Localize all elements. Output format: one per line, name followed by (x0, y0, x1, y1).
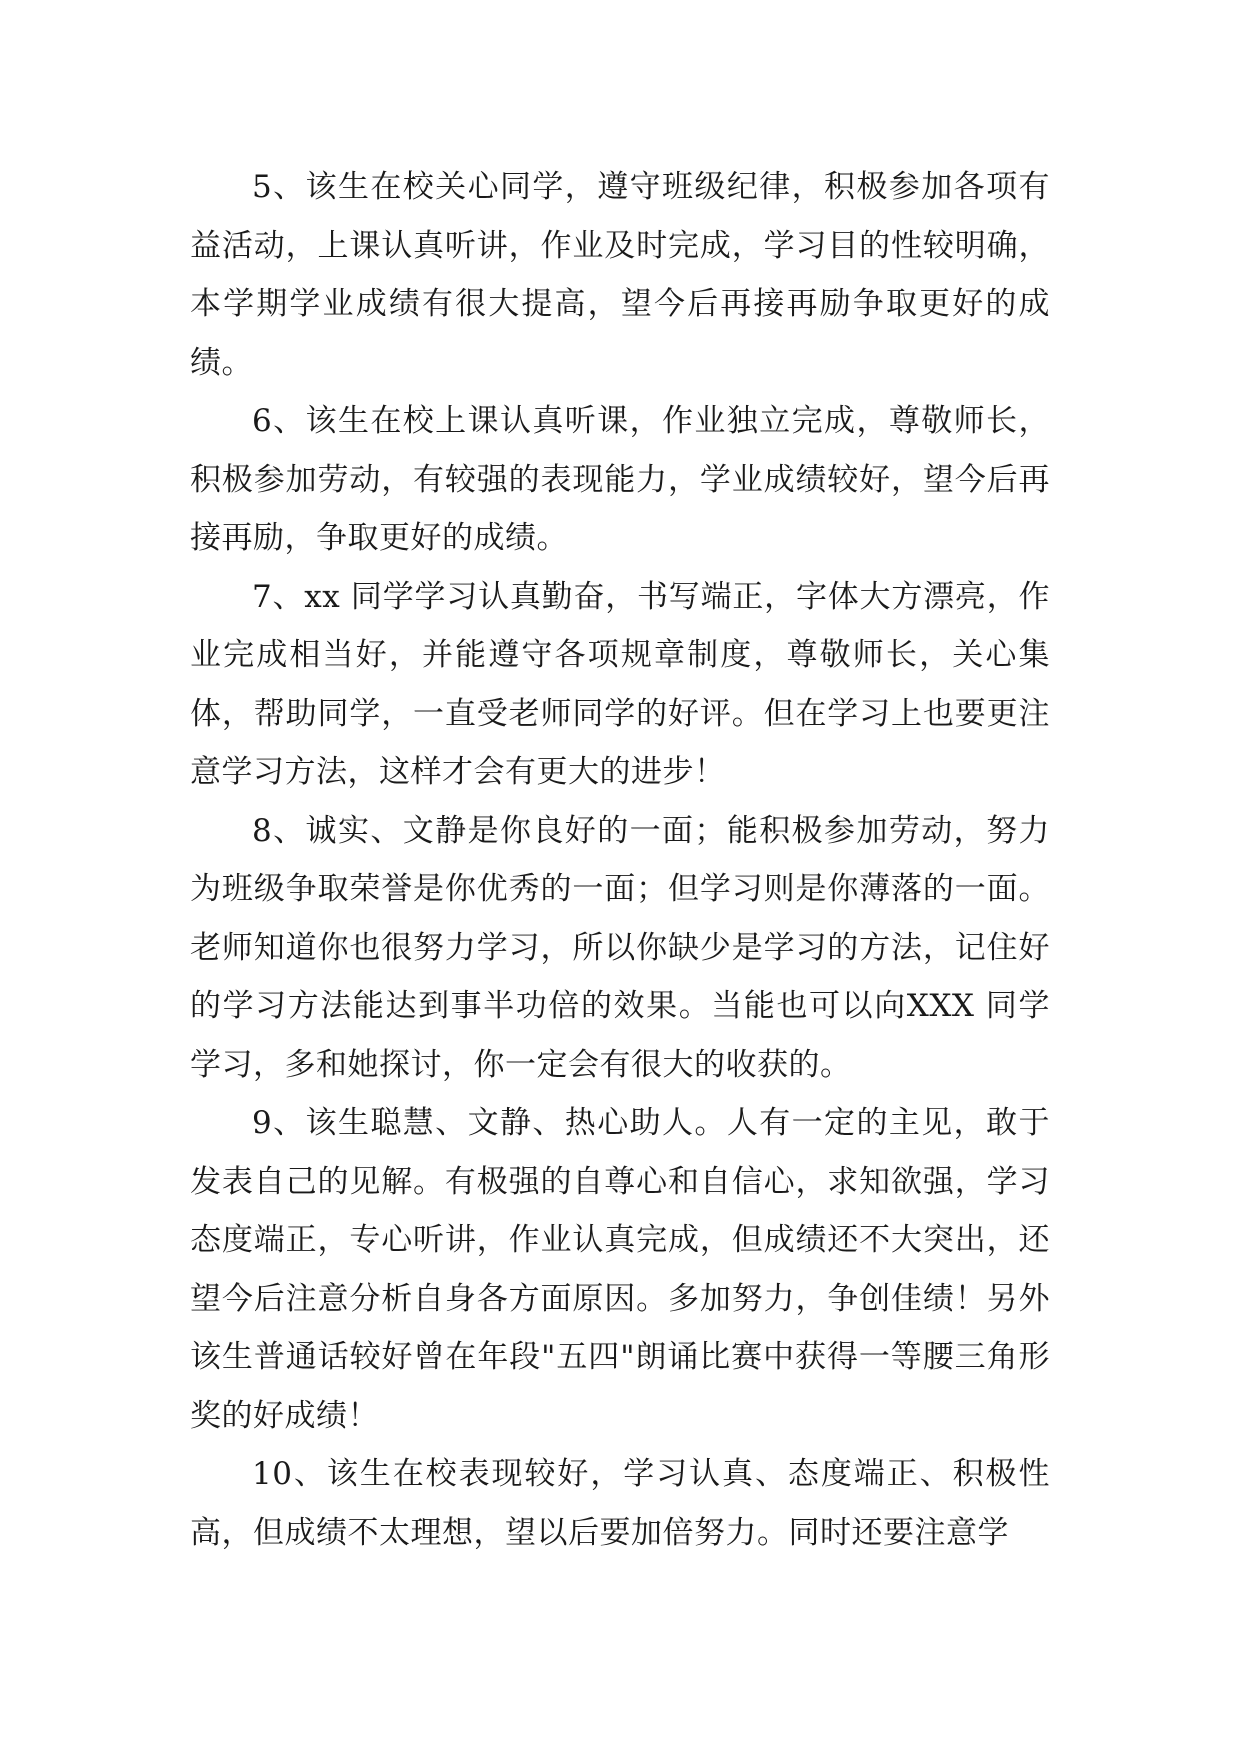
document-body (190, 158, 1050, 1562)
paragraph-9: 9、该生聪慧、文静、热心助人。人有一定的主见，敢于发表自己的见解。有极强的自尊心和自信心，求知欲强，学习态度端正，专心听讲，作业认真完成，但成绩还不大突出，还望今后注意分析自身各方面原因。多加努力，争创佳绩！另外该生普通话较好曾在年段"五四"朗诵比赛中获得一等腰三角形奖的好成绩！ (190, 1105, 1050, 1434)
paragraph-6: 6、该生在校上课认真听课，作业独立完成，尊敬师长，积极参加劳动，有较强的表现能力，学业成绩较好，望今后再接再励，争取更好的成绩。 (190, 403, 1050, 556)
paragraph-8: 8、诚实、文静是你良好的一面；能积极参加劳动，努力为班级争取荣誉是你优秀的一面；但学习则是你薄落的一面。老师知道你也很努力学习，所以你缺少是学习的方法，记住好的学习方法能达到事半功倍的效果。当能也可以向XXX 同学学习，多和她探讨，你一定会有很大的收获的。 (190, 812, 1050, 1083)
paragraph-5: 5、该生在校关心同学，遵守班级纪律，积极参加各项有益活动，上课认真听讲，作业及时完成，学习目的性较明确，本学期学业成绩有很大提高，望今后再接再励争取更好的成绩。 (190, 169, 1050, 381)
paragraph-7: 7、xx 同学学习认真勤奋，书写端正，字体大方漂亮，作业完成相当好，并能遵守各项规章制度，尊敬师长，关心集体，帮助同学，一直受老师同学的好评。但在学习上也要更注意学习方法，这样才会有更大的进步！ (190, 578, 1050, 790)
paragraph-10: 10、该生在校表现较好，学习认真、态度端正、积极性高，但成绩不太理想，望以后要加倍努力。同时还要注意学 (190, 1456, 1050, 1551)
